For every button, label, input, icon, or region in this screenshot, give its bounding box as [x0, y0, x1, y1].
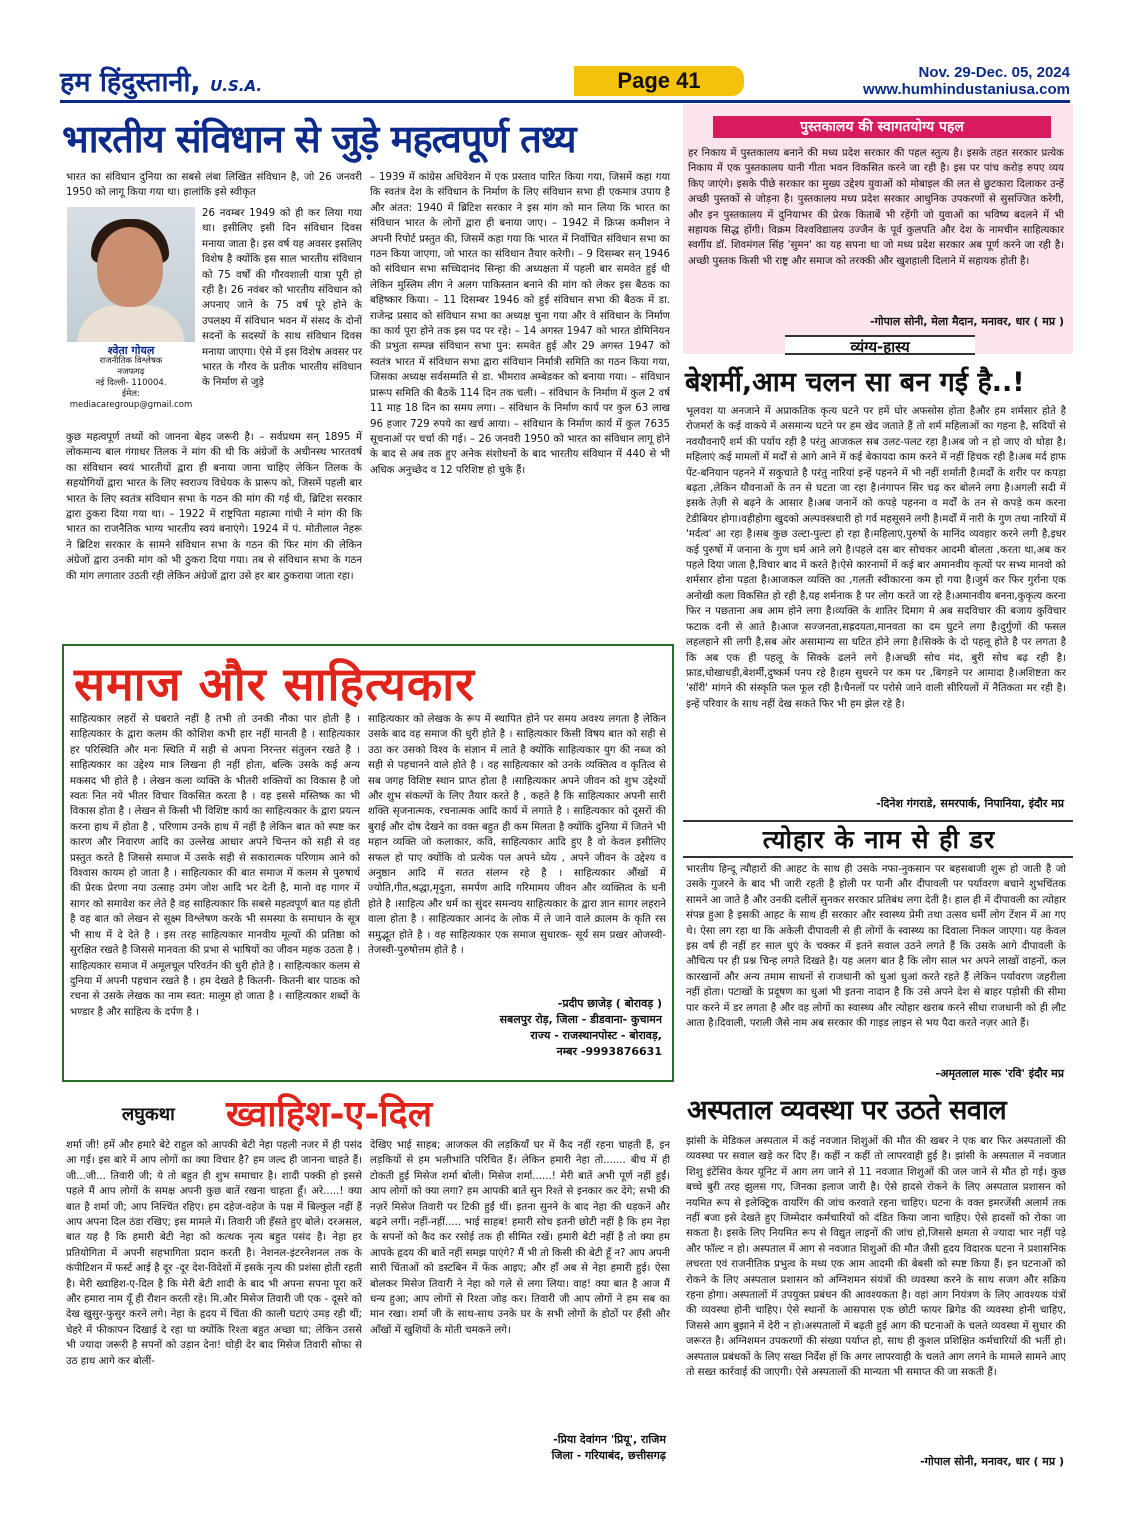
author-place: नजफगढ़ [117, 367, 145, 377]
article-byline: -अमृतलाल मारू 'रवि' इंदौर मप्र [935, 1067, 1064, 1080]
issue-date-block [863, 64, 1070, 98]
section-label-laghukatha: लघुकथा [122, 1104, 175, 1125]
article-text-column-1: शर्मा जी! हमें और हमारे बेटे राहुल को आपकी बेटी नेहा पहली नजर में ही पसंद आ गई। इस बारे में आप लोगों का क्या विचार है? हम जल्द ही जानना चाहते हैं। जी...जी... तिवारी जी; ये तो बहुत ही शुभ समाचार है। शादी पक्की हो इससे पहले मैं आप लोगों के समक्ष अपनी कुछ बातें रखना चाहता हूँ। अरे.....! क्या बात है शर्मा जी; आप निश्चिंत रहिए। हम दहेज-वहेज के पक्ष में बिल्कुल नहीं हैं आप अपना दिल ठंडा रखिए; इस मामले में। तिवारी जी हँसते हुए बोले। दरअसल, बात यह है कि हमारी बेटी नेहा को कत्थक नृत्य बहुत पसंद है। नेहा हर प्रतियोगिता में अपनी सहभागिता प्रदान करती है। नेशनल-इंटरनेशनल तक के कंपीटिशन में फर्स्ट आई है दूर -दूर देश-विदेशों में इसके नृत्य की प्रशंसा होती रहती है। मेरी ख्वाहिश-ए-दिल है कि मेरी बेटी शादी के बाद भी अपना सपना पूरा करें और हमारा नाम यूँ ही रौशन करती रहे। मि.और मिसेज तिवारी जी एक - दूसरे को देख खुसुर-फुसुर करने लगे। नेहा के हृदय में चिंता की काली घटाएं उमड़ रही थीं; चेहरे में फीकापन दिखाई दे रहा था क्योंकि रिश्ता बहुत अच्छा था; लेकिन उससे भी ज्यादा जरूरी है सपनों को उड़ान देना! थोड़ी देर बाद मिसेज तिवारी सोफा से उठ हाथ आगे कर बोलीं- [66, 1140, 362, 1367]
article-text-library: हर निकाय में पुस्तकालय बनाने की मध्य प्रदेश सरकार की पहल स्तुत्य है। इसके तहत सरकार प्रत्येक निकाय में एक पुस्तकालय यानी गीता भवन विकसित करने जा रही है। इस पर पांच करोड़ रुपए व्यय किए जाएंगे। इसके पीछे सरकार का मुख्य उद्देश्य युवाओं को मोबाइल की लत से छुटकारा दिलाकर उन्हें अच्छी पुस्तकों से जोड़ना है। पुस्तकालय मध्य प्रदेश सरकार आधुनिक उपकरणों से सुसज्जित करेगी, और इन पुस्तकालय में दुनियाभर की प्रेरक किताबें भी रहेंगी जो युवाओं का भविष्य बदलने में भी सहायक सिद्ध होंगी। विक्रम विश्वविद्यालय उज्जैन के पूर्व कुलपति और देश के नामचीन साहित्यकार स्वर्गीय डॉ. शिवमंगल सिंह 'सुमन' का यह सपना था जो मध्य प्रदेश सरकार अब पूर्ण करने जा रही है। अच्छी पुस्तक किसी भी राष्ट्र और समाज को तरक्की और खुशहाली दिलाने में सहायक होती है। [688, 148, 1064, 267]
article-text-column-2: देखिए भाई साहब; आजकल की लड़कियाँ घर में कैद नहीं रहना चाहती हैं, इन लड़कियों से हम भलीभांति परिचित हैं। लेकिन हमारी नेहा तो....... बीच में ही टोकती हुई मिसेज शर्मा बोली। मिसेज शर्मा......! मेरी बातें अभी पूर्ण नहीं हुईं। आप लोगों को क्या लगा? हम आपकी बातें सुन रिश्ते से इनकार कर देंगे; सभी की नज़रें मिसेज तिवारी पर टिकी हुईं थीं। इतना सुनने के बाद नेहा की धड़कनें और बढ़ने लगीं। नहीं-नहीं..... भाई साहब! हमारी सोच इतनी छोटी नहीं है कि हम नेहा के सपनों को कैद कर रसोई तक ही सीमित रखें। हमारी बेटी नहीं है तो क्या हम आपके हृदय की बातें नहीं समझ पाएंगे? मैं भी तो किसी की बेटी हूँ न? आप अपनी सारी चिंताओं को डस्टबिन में फेंक आइए; और हाँ अब से नेहा हमारी हुई। ऐसा बोलकर मिसेज तिवारी ने नेहा को गले से लगा लिया। वाह! क्या बात है आज मैं धन्य हुआ; आप लोगों से रिश्ता जोड़ कर। तिवारी जी आप लोगों ने हम सब का मान रखा। शर्मा जी के साथ-साथ उनके घर के सभी लोगों के होठों पर हँसी और आँखों में खुशियों के मोती चमकने लगे। [370, 1140, 670, 1336]
article-text-intro: भारत का संविधान दुनिया का सबसे लंबा लिखित संविधान है, जो 26 जनवरी 1950 को लागू किया गया था। हालांकि इसे स्वीकृत [66, 172, 362, 199]
logo-text: हम हिंदुस्तानी, [60, 67, 201, 98]
article-text-besharmi: भूलवश या अनजाने में अप्राकतिक कृत्य घटने पर हमें घोर अफसोस होता हैऔर हम शर्मसार होते है रोजमर्रा के कई वाकये में असमान्य घटने पर हम खेद जताते हैं तो शर्म महिलाओं का गहना है, सदियों से नवयौवनाएँ शर्म की पर्याय रही है परंतु आजकल सब उलट-पलट रहा है।अब जो न हो जाए वो थोड़ा है।महिलाएं कई मामलों में मर्दों से आगे आने में कई बेकायदा काम करने में नहीं हिचक रही है।अब मर्द हाफ पेंट-बनियान पहनने में सकुचाते है परंतु नारियां इन्हें पहनने में भी नहीं शर्माती है।मर्दों के शरीर पर कपड़ा बढ़ता ,लेकिन यौवनाओं के तन से घटता जा रहा है।नंगापन सिर चढ़ कर बोलने लगा है।अगली सदी में इसके तेज़ी से बढ़ने के आसार है।अब जनानें को कपड़े पहनना व मर्दों के तन से कपड़े कम करना टेडीबियर होगा।वहीहोगा खुदको अल्पवस्त्रधारी हो गर्व महसूसने लगी है।मर्दों में नारी के गुण तथा नारियों में 'मर्दत्व' आ रहा है।सब कुछ उल्टा-पुल्टा हो रहा है।महिलाएं,पुरुषों के मानिंद व्यवहार करने लगी है,इधर कई पुरुषों में जनाना के गुण धर्म आने लगे है।पहले दस बार सोचकर आदमी बोलता ,करता था,अब कर पहले दिया जाता है,विचार बाद में करते है।ऐसे कारनामों में कई बार अमानवीय कृत्यों पर सभ्य मानवो को शर्मसार होना पड़ता है।आजकल व्यक्ति का ,गलती स्वीकारना कम हो गया है।जुर्म कर फिर गुर्राना एक अनोखी कला विकसित हो रही है,यह शर्मनाक है पर लोग करते जा रहे है।अमानवीय बनना,कुकृत्य करना फिर न पछताना अब आम होने लगा है।व्यक्ति के शातिर दिमाग मे अब सदविचार की बजाय कुविचार फटाक दनी से आते है।आज सज्जनता,सह्रदयता,मानवता का दम घुटने लगा है।दुर्गुणों की फसल लहलहाने सी लगी है,सब ओर असामान्य सा घटित होने लगा है।सिक्के के दो पहलू होते है पर लगता है कि अब एक ही पहलू के सिक्के ढलने लगे है।अच्छी सोच मंद, बुरी सोच बढ़ रही है।फ्राड,धोखाधड़ी,बेशर्मी,दुष्कर्म पनप रहे है।हम सुधरने पर कम पर ,बिगड़ने पर आमादा है।अशिष्टता कर 'सॉरी' मांगने की संस्कृति फल फूल रही है।चैनलों पर परोसे जाने वाली सीरियलों में नैतिकता मर रही है।इन्हें परिवार के साथ नहीं देख सकते फिर भी हम झेल रहे है। [686, 406, 1066, 710]
article-byline [400, 1432, 666, 1464]
author-city: नई दिल्ली- 110004. [95, 378, 167, 388]
byline-phone: नम्बर -9993876631 [556, 1045, 662, 1058]
divider-line [683, 856, 1073, 858]
article-headline-hospital: अस्पताल व्यवस्था पर उठते सवाल [687, 1095, 1007, 1126]
masthead-rule [60, 100, 1070, 103]
byline-address-2: राज्य - राजस्थानपोस्ट - बोरावड़, [530, 1029, 662, 1042]
article-headline-tyohar: त्योहार के नाम से ही डर [762, 825, 996, 854]
article-text-tyohar: भारतीय हिन्दू त्यौहारों की आहट के साथ ही उसके नफा-नुकसान पर बहसबाजी शुरू हो जाती है जो उसके गुजरने के बाद भी जारी रहती है होली पर पानी और दीपावली पर पर्यावरण बचाने शुभचिंतक सामने आ जाते है और उनकी दलीलें सुनकर सरकार प्रतिबंध लगा देती है। हाल ही में दीपावली का त्योहार संपन्न हुआ है इसकी आहट के साथ ही सरकार और स्वास्थ्य प्रेमी तथा उत्सव धर्मी लोग टेंशन में आ गए थे। ऐसा लग रहा था कि अकेली दीपावली से ही लोगों के स्वास्थ्य का दिवाला निकल जाएगा। यह केवल इस वर्ष ही नहीं हर साल धुएं के चक्कर में इतने सवाल उठने लगते हैं कि उसके आगे दीपावली के औचित्य पर ही प्रश्न चिन्ह लगते दिखते है। यह अलग बात है कि लोग साल भर अपने लाखों वाहनों, कल कारखानों और अन्य तमाम साधनों से राजधानी को धुआं धुआं करते रहते हैं लेकिन पर्यावरण जहरीला नहीं होता। पटाखों के प्रदूषण का धुआं भी इतना नादान है कि उसे अपने देश से बाहर पड़ोसी की सीमा पार करने में डर लगता है और वह लोगों का स्वास्थ्य और त्योहार खराब करने सीधा राजधानी को ही लौट आता है।दिवाली, पराली जैसे नाम अब सरकार की गाइड लाइन से भय पैदा करते नज़र आते हैं। [686, 864, 1066, 1030]
publication-logo [60, 62, 262, 99]
byline-name: -प्रदीप छाजेड़ ( बोरावड़ ) [557, 997, 662, 1010]
byline-address: जिला - गरियाबंद, छत्तीसगढ़ [551, 1449, 666, 1462]
page-number-badge: Page 41 [574, 66, 744, 96]
article-text-hospital: झांसी के मेडिकल अस्पताल में कई नवजात शिशुओं की मौत की खबर ने एक बार फिर अस्पतालों की व्यवस्था पर सवाल खड़े कर दिए हैं। कहीं न कहीं तो लापरवाही हुई है। झांसी के अस्पताल में नवजात शिशु इंटेंसिव केयर यूनिट में आग लग जाने से 11 नवजात शिशुओं की जल जाने से मौत हो गई। कुछ बच्चे बुरी तरह झुलस गए, जिनका इलाज जारी है। ऐसे हादसे रोकने के लिए अस्पताल प्रशासन को नयमित रूप से इलेक्ट्रिक वायरिंग की जांच करवाते रहना चाहिए। घटना के वक्त इमरजेंसी अलार्म तक नहीं बजा इसे देखते हुए जिम्मेदार कर्मचारियों को दंडित किया जाना चाहिए। ऐसे हादसों को रोका जा सकता है। इसके लिए नियमित रूप से विद्युत लाइनों की जांच हो,जिससे क्षमता से ज्यादा भार नहीं पड़े और फॉल्ट न हो। अस्पताल में आग से नवजात शिशुओं की मौत जैसी हृदय विदारक घटना ने प्रशासनिक लचरता एवं राजनीतिक प्रभुत्व के मध्य एक आम आदमी की बेबसी को स्पष्ट किया हैं। इन घटनाओं को रोकने के लिए अस्पताल प्रशासन को अग्निशमन संयंत्रों की व्यवस्था करने के साथ सजग और सक्रिय रहना होगा। अस्पतालों में उपयुक्त प्रबंधन की आवश्यकता है। वहां आग नियंत्रण के लिए आवश्यक यंत्रों की व्यवस्था होनी चाहिए। ऐसे स्थानों के आसपास एक छोटी फायर ब्रिगेड की व्यवस्था होनी चाहिए, जिससे आग बुझाने में देरी न हो।अस्पतालों में बढ़ती हुई आग की घटनाओं के चलते व्यवस्था में सुधार की जरूरत है। अग्निशमन उपकरणों की संख्या पर्याप्त हो, साथ ही कुशल प्रशिक्षित कर्मचारियों की भर्ती हो। अस्पताल प्रबंधकों के लिए सख्त निर्देश हों कि अगर लापरवाही के चलते आग लगने के मामले सामने आए तो सख्त कार्रवाई की जाएगी। ऐसे अस्पतालों की मान्यता भी समाप्त की जा सकती हैं। [686, 1136, 1066, 1379]
author-name: श्वेता गोयल [107, 344, 155, 357]
article-headline-khwahish: ख्वाहिश-ए-दिल [226, 1094, 433, 1135]
byline-name: -प्रिया देवांगन 'प्रियू', राजिम [553, 1433, 666, 1446]
author-role: राजनीतिक विश्लेषक [99, 356, 163, 366]
article-headline-samaj: समाज और साहित्यकार [74, 657, 475, 711]
article-text-column-1: कुछ महत्वपूर्ण तथ्यों को जानना बेहद जरूरी है। – सर्वप्रथम सन् 1895 में लोकमान्य बाल गंगाधर तिलक ने मांग की थी कि अंग्रेजों के अधीनस्थ भारतवर्ष का संविधान स्वयं भारतीयों द्वारा ही बनाया जाना चाहिए लेकिन तिलक के सहयोगियों द्वारा भारत के लिए स्वराज्य विधेयक के प्रारूप को, जिसमें पहली बार भारत के लिए स्वतंत्र संविधान सभा के गठन की मांग की गई थी, ब्रिटिश सरकार द्वारा ठुकरा दिया गया था। – 1922 में राष्ट्रपिता महात्मा गांधी ने मांग की कि भारत का राजनैतिक भाग्य भारतीय स्वयं बनाएंगे। 1924 में पं. मोतीलाल नेहरू ने ब्रिटिश सरकार के सामने संविधान सभा के गठन की फिर मांग की लेकिन अंग्रेजों द्वारा उनकी मांग को भी ठुकरा दिया गया। तब से संविधान सभा के गठन की मांग लगातार उठती रही लेकिन अंग्रेजों द्वारा उसे हर बार ठुकराया जाता रहा। [66, 432, 362, 582]
article-byline [400, 996, 662, 1060]
issue-date: Nov. 29-Dec. 05, 2024 [918, 64, 1070, 81]
article-byline: -दिनेश गंगराडे, समरपार्क, निपानिया, इंदौर मप्र [876, 797, 1064, 810]
author-email: ईमेल: mediacaregroup@gmail.com [69, 389, 193, 410]
article-byline: -गोपाल सोनी, मनावर, धार ( मप्र ) [920, 1455, 1064, 1468]
article-headline-library: पुस्तकालय की स्वागतयोग्य पहल [713, 116, 1051, 138]
masthead [60, 60, 1070, 102]
section-label-vyangya: व्यंग्य-हास्य [785, 335, 975, 355]
article-text-column-2: साहित्यकार को लेखक के रूप में स्थापित होने पर समय अवश्य लगता है लेकिन उसके बाद वह समाज की धुरी होते है । साहित्यकार किसी विषय बात को सही से उठा कर उसको विश्व के संज्ञान में लाते है क्योंकि साहित्यकार युग की नब्ज को सही से पहचानने वाले होते है । वह साहित्यकार को उनके व्यक्तित्व व कृतित्व से सब जगह विशिष्ट स्थान प्राप्त होता है ।साहित्यकार अपने जीवन को शुभ उद्देश्यों और शुभ संकल्पों के लिए तैयार करते है , कहते है कि साहित्यकार अपनी सारी शक्ति सृजनात्मक, रचनात्मक आदि कार्य में लगाते है । साहित्यकार को दूसरों की बुराई और दोष देखने का वक्त बहुत ही कम मिलता है क्योंकि दुनिया में जितने भी महान व्यक्ति जो कलाकार, कवि, साहित्यकार आदि हुए है वो केवल इसीलिए सफल हो पाए क्योंकि वो प्रत्येक पल अपने ध्येय , अपने जीवन के उद्देश्य व अनुष्ठान आदि में सतत संलग्न रहे है । साहित्यकार औंखों में ज्योति,गीत,श्रद्धा,मृदुता, समर्पण आदि गरिमामय जीवन और व्यक्तित्व के धनी होते है ।साहित्य और धर्म का सुंदर समन्वय साहित्यकार के द्वारा ज्ञान सागर लहराने वाला होता है । साहित्यकार आनंद के लोक में ले जाने वाले क्रालम के कृति रस समुद्भूत होते है । वह साहित्यकार एक समाज सुधारक- सूर्य सम प्रखर ओजस्वी-तेजस्वी-पुरुषोत्तम होते है । [368, 714, 666, 957]
article-headline-besharmi: बेशर्मी,आम चलन सा बन गई है..! [685, 367, 1025, 398]
article-headline-constitution: भारतीय संविधान से जुड़े महत्वपूर्ण तथ्य [62, 117, 576, 161]
byline-address-1: सबलपुर रोड़, जिला - डीडवाना- कुचामन [499, 1013, 662, 1026]
article-text-beside-photo: 26 नवम्बर 1949 को ही कर लिया गया था। इसीलिए इसी दिन संविधान दिवस मनाया जाता है। इस वर्ष यह अवसर इसलिए विशेष है क्योंकि इस साल भारतीय संविधान को 75 वर्षों की गौरवशाली यात्रा पूरी हो रही है। 26 नवंबर को भारतीय संविधान को अपनाए जाने के 75 वर्ष पूरे होने के उपलक्ष्य में संविधान भवन में संसद के दोनों सदनों के सदस्यों के साथ संविधान दिवस मनाया जाएगा। ऐसे में इस विशेष अवसर पर भारत के गौरव के प्रतीक भारतीय संविधान के निर्माण से जुड़े [202, 208, 362, 389]
website-url[interactable]: www.humhindustaniusa.com [863, 81, 1070, 98]
article-byline: -गोपाल सोनी, मेला मैदान, मनावर, धार ( मप्र ) [870, 315, 1064, 328]
article-text-column-2: – 1939 में कांग्रेस अधिवेशन में एक प्रस्ताव पारित किया गया, जिसमें कहा गया कि स्वतंत्र देश के संविधान के निर्माण के लिए संविधान सभा ही एकमात्र उपाय है और अंतत: 1940 में ब्रिटिश सरकार ने इस मांग को मान लिया कि भारत का संविधान भारत के लोगों द्वारा ही बनाया जाए। – 1942 में क्रिप्स कमीशन ने अपनी रिपोर्ट प्रस्तुत की, जिसमें कहा गया कि भारत में निर्वाचित संविधान सभा का गठन किया जाएगा, जो भारत का संविधान तैयार करेगी। – 9 दिसम्बर सन् 1946 को संविधान सभा सच्चिदानंद सिन्हा की अध्यक्षता में पहली बार समवेत हुई थी लेकिन मुस्लिम लीग ने अलग पाकिस्तान बनाने की मांग को लेकर इस बैठक का बहिष्कार किया। – 11 दिसम्बर 1946 को हुई संविधान सभा की बैठक में डा. राजेन्द्र प्रसाद को संविधान सभा का अध्यक्ष चुना गया और वे संविधान के निर्माण का कार्य पूरा होने तक इस पद पर रहे। – 14 अगस्त 1947 को भारत डोमिनियन की प्रभुता सम्पन्न संविधान सभा पुन: समवेत हुई और 29 अगस्त 1947 को स्वतंत्र भारत में संविधान सभा द्वारा संविधान निर्मात्री समिति का गठन किया गया, जिसका अध्यक्ष सर्वसम्मति से डा. भीमराव अम्बेडकर को बनाया गया। – संविधान प्रारूप समिति की बैठकें 114 दिन तक चली। – संविधान के निर्माण में कुल 2 वर्ष 11 माह 18 दिन का समय लगा। – संविधान के निर्माण कार्य पर कुल 63 लाख 96 हजार 729 रुपये का खर्च आया। – संविधान के निर्माण कार्य में कुल 7635 सूचनाओं पर चर्चा की गई। – 26 जनवरी 1950 को भारत का संविधान लागू होने के बाद से अब तक हुए अनेक संशोधनों के बाद भारतीय संविधान में 440 से भी अधिक अनुच्छेद व 12 परिशिष्ट हो चुके हैं। [370, 172, 670, 476]
article-text-column-1: साहित्यकार लहरों से घबराते नहीं है तभी तो उनकी नौका पार होती है । साहित्यकार के द्वारा कलम की कोशिश कभी हार नहीं मानती है । साहित्यकार हर परिस्थिति और मनः स्थिति में सही से अपना निरन्तर संतुलन रखते है । साहित्यकार का उद्देश्य मात्र लिखना ही नहीं होता, बल्कि उसके कई अन्य मकसद भी होते है । लेखन कला व्यक्ति के भीतरी शक्तियों का विकास है जो स्वतः नित नये भीतर विचार विकसित करता है । वह इससे मस्तिष्क का भी विकास होता है । लेखन से किसी भी विशिष्ट कार्य का साहित्यकार के द्वारा प्रयत्न करना हाथ में होता है , परिणाम उनके हाथ में नहीं है लेकिन बात को स्पष्ट कर कारण और निवारण आदि का उल्लेख आधार अपने चिन्तन को सही से वह प्रस्तुत करते है जिससे समाज में उसके सही से सकारात्मक परिणाम आने को विश्वास कायम हो जाता है । साहित्यकार की बात समाज में कलम से पुरुषार्थ की प्रेरक प्रेरणा नया उत्साह उमंग जोश आदि भर देती है, मानो वह गागर में सागर को समावेश कर लेते है वह साहित्यकार कि सबसे महत्वपूर्ण बात यह होती है वह बात को लेखन से सूक्ष्म विश्लेषण करके भी समस्या के समाधान के सूत्र भी साथ में दे देते है । इस तरह साहित्यकार मानवीय मूल्यों की प्रतिष्ठा को सुरक्षित रखते है जिससे मानवता की प्रभा से भाषियों का जीवन महक उठता है । साहित्यकार समाज में अमूलचूल परिवर्तन की धुरी होते है । साहित्यकार कलम से दुनिया में अपनी पहचान रखते है । हम देखते है कितनी- कितनी बार पाठक को रचना से उसके लेखक का नाम स्वत: मालूम हो जाता है । साहित्यकार शब्दों के भण्डार है और साहित्य के दर्पण है । [70, 714, 360, 1018]
author-photo [67, 207, 195, 342]
author-caption [67, 345, 195, 411]
logo-usa: U.S.A. [210, 77, 263, 95]
